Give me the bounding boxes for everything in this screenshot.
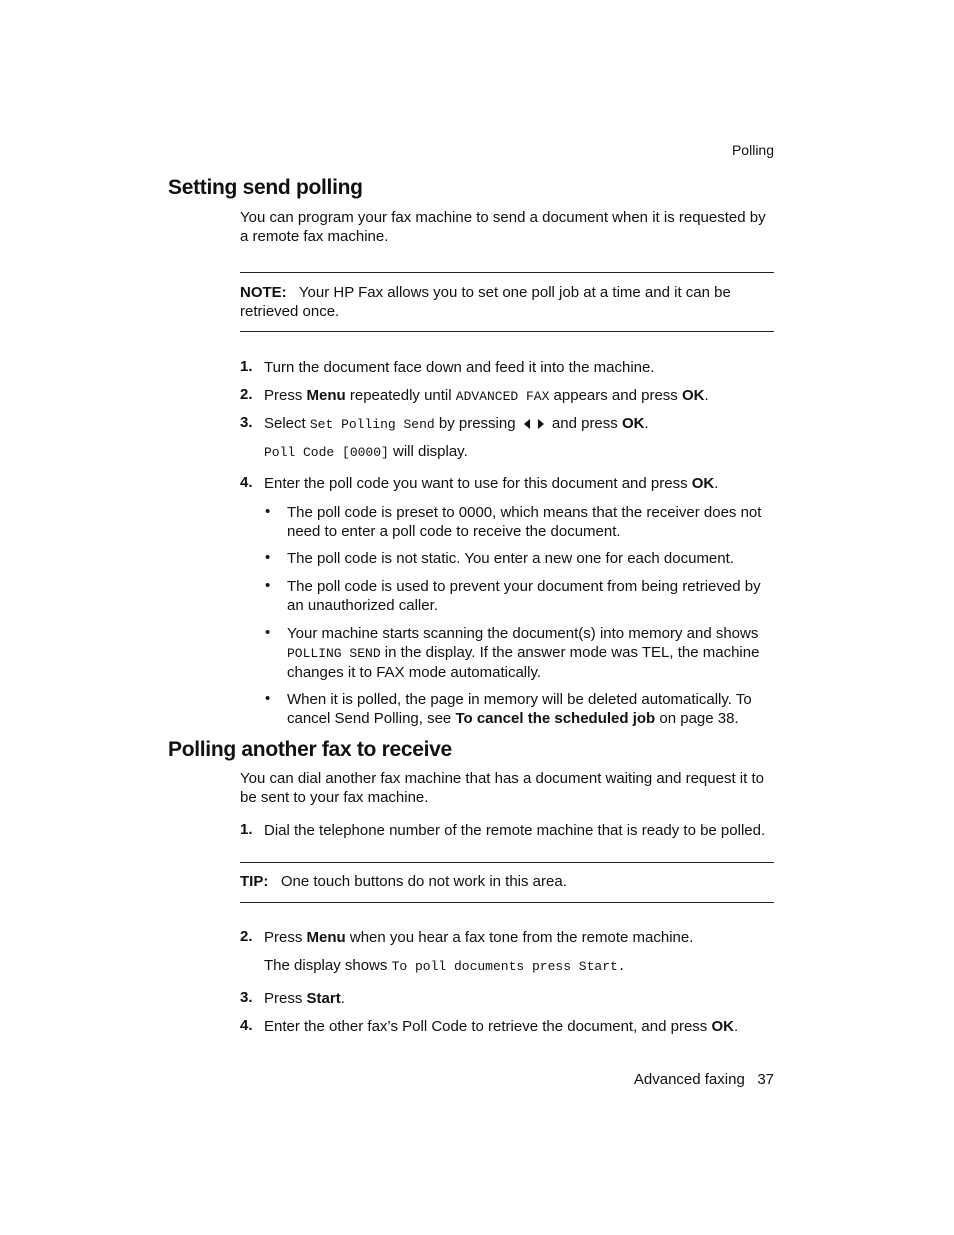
step-number: 4.	[240, 474, 253, 491]
text-run: Enter the other fax’s Poll Code to retrieve the document, and press	[264, 1018, 712, 1035]
running-header: Polling	[731, 142, 774, 158]
step-number: 1.	[240, 821, 253, 838]
menu-key-label: Menu	[306, 929, 346, 946]
text-run: .	[714, 475, 719, 492]
note-top-rule	[240, 272, 774, 273]
display-code: ADVANCED FAX	[455, 389, 550, 404]
step-text: Dial the telephone number of the remote machine that is ready to be polled.	[264, 822, 766, 839]
text-run: when you hear a fax tone from the remote machine.	[345, 929, 694, 946]
menu-key-label: Menu	[306, 387, 346, 404]
bullet-text: The poll code is used to prevent your document from being retrieved by an unauthorized caller.	[287, 578, 761, 614]
step-text	[264, 414, 776, 434]
display-code: Set Polling Send	[309, 417, 435, 432]
ok-key-label: OK	[681, 387, 705, 404]
ok-key-label: OK	[621, 415, 645, 432]
section-intro: You can program your fax machine to send a document when it is requested by a remote fax machine.	[240, 209, 766, 245]
tip-top-rule	[240, 862, 774, 863]
cross-reference-link[interactable]: To cancel the scheduled job	[455, 710, 656, 727]
text-run: on page 38.	[655, 710, 739, 727]
step-text	[264, 928, 776, 947]
step-text	[264, 989, 776, 1008]
text-run: in the display. If the answer mode was TEL, the machine changes it to FAX mode automatically.	[287, 644, 760, 681]
tip-box	[240, 872, 774, 891]
step-text	[264, 1017, 776, 1036]
note-text: Your HP Fax allows you to set one poll job at a time and it can be retrieved once.	[240, 284, 731, 320]
text-run: Press	[264, 990, 307, 1007]
step-number: 4.	[240, 1017, 253, 1034]
step-number: 2.	[240, 928, 253, 945]
bullet: •	[265, 577, 271, 594]
footer-chapter: Advanced faxing	[633, 1071, 745, 1088]
text-run: .	[340, 990, 345, 1007]
step-number: 3.	[240, 414, 253, 431]
section-intro: You can dial another fax machine that has a document waiting and request it to be sent to your fax machine.	[240, 770, 764, 806]
display-code: POLLING SEND	[287, 646, 381, 661]
display-code: To poll documents press Start.	[391, 959, 626, 974]
step-number: 2.	[240, 386, 253, 403]
right-arrow-icon	[538, 419, 544, 429]
bullet-text: The poll code is preset to 0000, which means that the receiver does not need to enter a poll code to receive the document.	[287, 504, 762, 540]
text-run: Press	[264, 929, 307, 946]
step-subtext	[264, 956, 776, 976]
bullet: •	[265, 690, 271, 707]
step-text: Turn the document face down and feed it into the machine.	[264, 359, 655, 376]
section-heading-send-polling: Setting send polling	[168, 176, 363, 199]
left-arrow-icon	[524, 419, 530, 429]
bullet: •	[265, 549, 271, 566]
ok-key-label: OK	[711, 1018, 734, 1035]
display-code: Poll Code [0000]	[264, 445, 389, 460]
bullet: •	[265, 503, 271, 520]
text-run: and press	[547, 415, 622, 432]
page-footer	[634, 1071, 774, 1088]
step-number: 3.	[240, 989, 253, 1006]
text-run: Enter the poll code you want to use for this document and press	[264, 475, 692, 492]
tip-label: TIP:	[240, 873, 269, 890]
text-run: .	[733, 1018, 739, 1035]
text-run: appears and press	[549, 387, 682, 404]
bullet: •	[265, 624, 271, 641]
step-subtext	[264, 442, 776, 462]
step-number: 1.	[240, 358, 253, 375]
ok-key-label: OK	[691, 475, 715, 492]
text-run: Press	[264, 387, 307, 404]
page-number: 37	[757, 1071, 774, 1088]
note-bottom-rule	[240, 331, 774, 332]
text-run: Select	[264, 415, 310, 432]
bullet-text	[287, 690, 773, 728]
text-run: Your machine starts scanning the document(s) into memory and shows	[287, 625, 759, 642]
note-box	[240, 283, 774, 321]
text-run: .	[644, 415, 649, 432]
text-run: repeatedly until	[345, 387, 456, 404]
note-label: NOTE:	[240, 284, 287, 301]
text-run: will display.	[388, 443, 468, 460]
bullet-text	[287, 624, 773, 682]
step-text	[264, 474, 776, 493]
start-key-label: Start	[306, 990, 341, 1007]
bullet-text: The poll code is not static. You enter a new one for each document.	[287, 550, 734, 567]
tip-bottom-rule	[240, 902, 774, 903]
tip-text: One touch buttons do not work in this area.	[280, 873, 567, 890]
text-run: by pressing	[434, 415, 520, 432]
text-run: .	[704, 387, 709, 404]
text-run: The display shows	[264, 957, 392, 974]
text-run: When it is polled, the page in memory will be deleted automatically. To cancel Send Polling, see	[287, 691, 752, 727]
step-text	[264, 386, 776, 406]
section-heading-polling-receive: Polling another fax to receive	[168, 738, 452, 761]
